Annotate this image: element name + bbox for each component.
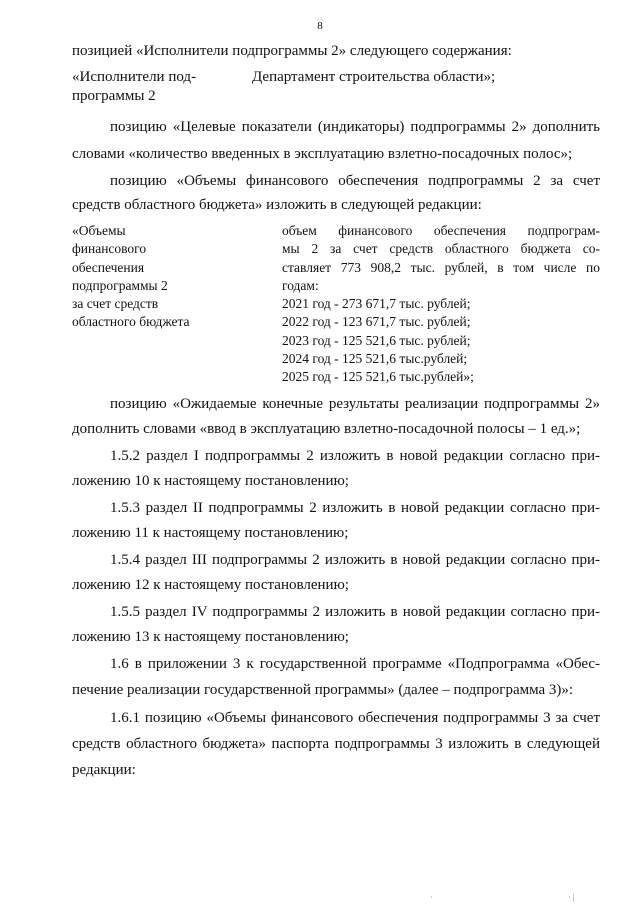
funding-year-line: 2024 год - 125 521,6 тыс.рублей;: [282, 351, 468, 367]
item-1-5-4-line-2: ложению 12 к настоящему постановлению;: [72, 577, 349, 593]
executors-value: Департамент строительства области»;: [252, 69, 496, 85]
scan-mark: ·: [430, 893, 433, 902]
item-1-5-2-line-2: ложению 10 к настоящему постановлению;: [72, 473, 349, 489]
funding-table-label: [72, 222, 262, 332]
item-1-5-3-line-2: ложению 11 к настоящему постановлению;: [72, 525, 349, 541]
item-1-6-1-line-1: 1.6.1 позицию «Объемы финансового обеспечения подпрограммы 3 за счет: [110, 710, 600, 726]
funding-label-line: подпрограммы 2: [72, 277, 168, 293]
funding-value-line: мы 2 за счет средств областного бюджета со-: [282, 241, 600, 257]
funding-intro-line-1: позицию «Объемы финансового обеспечения подпрограммы 2 за счет: [110, 173, 600, 189]
funding-label-line: за счет средств: [72, 296, 159, 312]
funding-label-line: обеспечения: [72, 259, 145, 275]
item-1-6-1-line-3: редакции:: [72, 762, 136, 778]
funding-year-line: 2022 год - 123 671,7 тыс. рублей;: [282, 314, 471, 330]
item-1-6-line-2: печение реализации государственной программы» (далее – подпрограмма 3)»:: [72, 682, 574, 698]
page-number: 8: [317, 20, 323, 32]
funding-label-line: финансового: [72, 241, 147, 257]
funding-label-line: областного бюджета: [72, 314, 190, 330]
item-1-5-3-line-1: 1.5.3 раздел II подпрограммы 2 изложить в новой редакции согласно при-: [110, 500, 600, 516]
funding-value-line: годам:: [282, 277, 319, 293]
executors-label: [72, 68, 242, 106]
funding-year-line: 2025 год - 125 521,6 тыс.рублей»;: [282, 369, 474, 385]
item-1-5-2-line-1: 1.5.2 раздел I подпрограммы 2 изложить в новой редакции согласно при-: [110, 448, 600, 464]
item-1-5-5-line-2: ложению 13 к настоящему постановлению;: [72, 629, 349, 645]
funding-intro-line-2: средств областного бюджета» изложить в следующей редакции:: [72, 197, 482, 213]
targets-line-1: позицию «Целевые показатели (индикаторы) подпрограммы 2» дополнить: [110, 119, 600, 135]
funding-label-line: «Объемы: [72, 223, 126, 238]
scan-mark: · |: [568, 893, 575, 902]
funding-value-line: ставляет 773 908,2 тыс. рублей, в том числе по: [282, 259, 600, 275]
results-line-1: позицию «Ожидаемые конечные результаты реализации подпрограммы 2»: [110, 396, 600, 412]
results-line-2: дополнить словами «ввод в эксплуатацию взлетно-посадочной полосы – 1 ед.»;: [72, 421, 581, 437]
targets-line-2: словами «количество введенных в эксплуатацию взлетно-посадочных полос»;: [72, 146, 573, 162]
executors-label-line: программы 2: [72, 88, 156, 104]
intro-line: позицией «Исполнители подпрограммы 2» следующего содержания:: [72, 43, 512, 59]
funding-year-line: 2023 год - 125 521,6 тыс. рублей;: [282, 332, 471, 348]
executors-label-line: «Исполнители под-: [72, 69, 197, 85]
item-1-5-4-line-1: 1.5.4 раздел III подпрограммы 2 изложить в новой редакции согласно при-: [110, 552, 600, 568]
item-1-5-5-line-1: 1.5.5 раздел IV подпрограммы 2 изложить в новой редакции согласно при-: [110, 604, 600, 620]
item-1-6-1-line-2: средств областного бюджета» паспорта подпрограммы 3 изложить в следующей: [72, 736, 600, 752]
funding-table-value: [282, 222, 600, 387]
funding-year-line: 2021 год - 273 671,7 тыс. рублей;: [282, 296, 471, 312]
funding-value-line: объем финансового обеспечения подпрограм-: [282, 223, 600, 238]
item-1-6-line-1: 1.6 в приложении 3 к государственной программе «Подпрограмма «Обес-: [110, 656, 600, 672]
